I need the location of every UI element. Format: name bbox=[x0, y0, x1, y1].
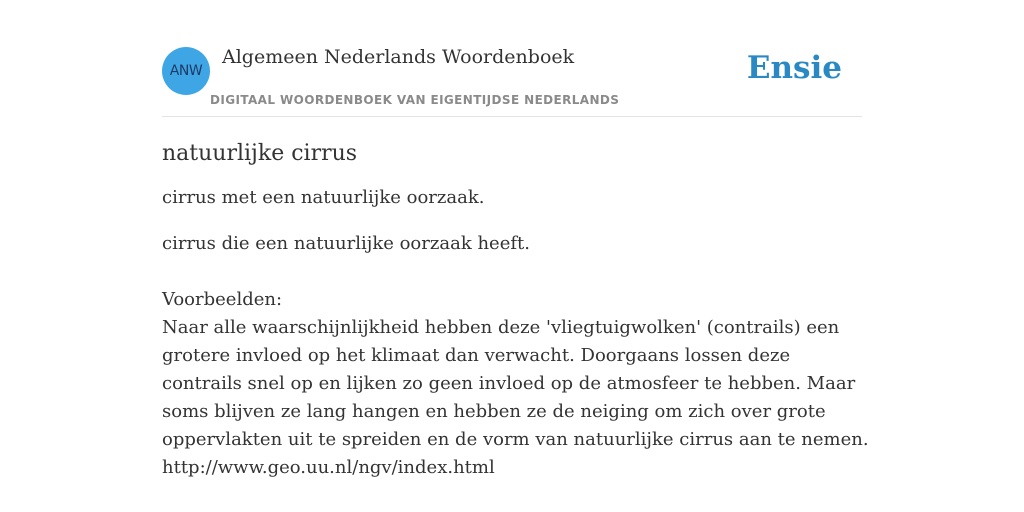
site-title[interactable]: Algemeen Nederlands Woordenboek bbox=[222, 46, 575, 68]
anw-logo[interactable] bbox=[162, 47, 210, 95]
site-header bbox=[162, 40, 862, 117]
ensie-brand-logo[interactable]: Ensie bbox=[746, 50, 842, 86]
site-subtitle: DIGITAAL WOORDENBOEK VAN EIGENTIJDSE NEDERLANDS bbox=[210, 93, 620, 107]
examples-label: Voorbeelden: bbox=[162, 289, 283, 310]
entry-title: natuurlijke cirrus bbox=[162, 141, 358, 166]
definition-1: cirrus met een natuurlijke oorzaak. bbox=[162, 187, 485, 208]
example-text: Naar alle waarschijnlijkheid hebben deze 'vliegtuigwolken' (contrails) een grotere invloed op het klimaat dan verwacht. Doorgaans lossen deze contrails snel op en lijken zo geen invloed op de atmosfeer te hebben. Maar soms blijven ze lang hangen en hebben ze de neiging om zich over grote oppervlakten uit te spreiden en de vorm van natuurlijke cirrus aan te nemen. bbox=[162, 317, 869, 450]
definition-2: cirrus die een natuurlijke oorzaak heeft. bbox=[162, 233, 530, 254]
entry-content bbox=[162, 138, 872, 482]
logo-text: ANW bbox=[169, 63, 203, 79]
examples-block bbox=[162, 286, 872, 482]
source-url: http://www.geo.uu.nl/ngv/index.html bbox=[162, 457, 495, 478]
